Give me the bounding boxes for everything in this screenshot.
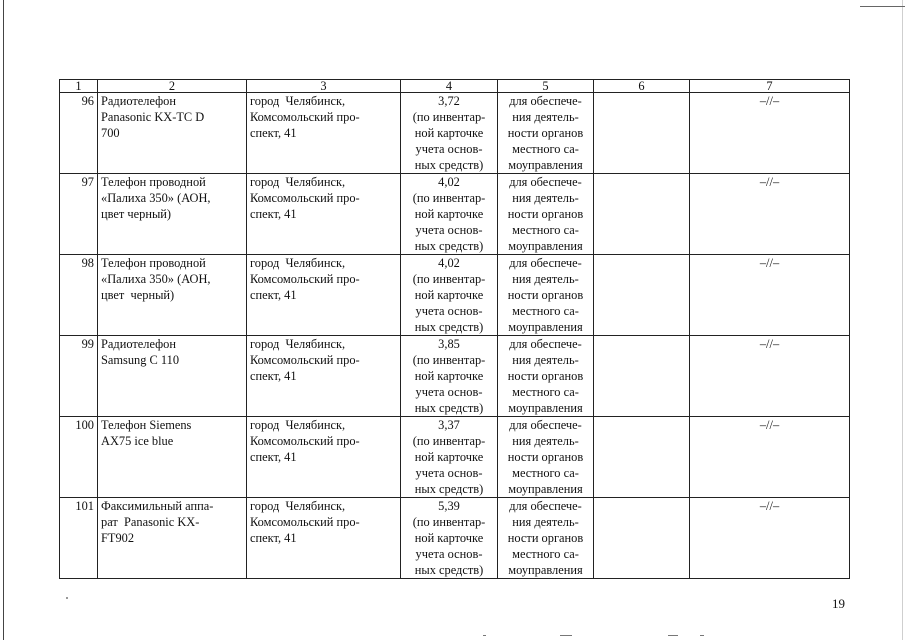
item-value-line: 5,39 [438, 499, 460, 513]
item-address [247, 498, 401, 579]
item-purpose-line: ния деятель- [512, 272, 579, 286]
item-number: 97 [60, 174, 98, 255]
item-address-line: Комсомольский про- [250, 353, 360, 367]
item-purpose [498, 336, 594, 417]
item-address-line: город Челябинск, [250, 175, 346, 189]
item-name-line: цвет черный) [101, 288, 175, 302]
item-purpose-line: моуправления [508, 482, 583, 496]
item-purpose-line: для обеспече- [509, 175, 582, 189]
item-col7: –//– [690, 93, 850, 174]
item-address-line: спект, 41 [250, 369, 297, 383]
item-number: 101 [60, 498, 98, 579]
inventory-table [59, 79, 850, 579]
item-name-line: Факсимильный аппа- [101, 499, 214, 513]
item-value-line: (по инвентар- [412, 110, 486, 124]
item-col7: –//– [690, 336, 850, 417]
item-address-line: город Челябинск, [250, 418, 346, 432]
column-number: 1 [60, 80, 98, 93]
item-address-line: город Челябинск, [250, 94, 346, 108]
column-number: 2 [98, 80, 247, 93]
item-address-line: город Челябинск, [250, 256, 346, 270]
item-value-line: ных средств) [414, 158, 484, 172]
item-name [98, 417, 247, 498]
item-name [98, 174, 247, 255]
item-value-line: ных средств) [414, 401, 484, 415]
item-number: 98 [60, 255, 98, 336]
item-col6 [594, 174, 690, 255]
item-col6 [594, 255, 690, 336]
item-address-line: спект, 41 [250, 207, 297, 221]
item-purpose-line: местного са- [512, 142, 579, 156]
item-name-line: «Палиха 350» (АОН, [101, 272, 211, 286]
item-address [247, 255, 401, 336]
item-value-line: ных средств) [414, 563, 484, 577]
item-value-line: ной карточке [414, 531, 484, 545]
item-address-line: Комсомольский про- [250, 191, 360, 205]
item-address-line: Комсомольский про- [250, 272, 360, 286]
item-address-line: спект, 41 [250, 126, 297, 140]
item-name [98, 255, 247, 336]
item-purpose [498, 174, 594, 255]
item-value [401, 255, 498, 336]
item-purpose-line: для обеспече- [509, 499, 582, 513]
item-address-line: город Челябинск, [250, 499, 346, 513]
item-purpose-line: местного са- [512, 223, 579, 237]
item-value [401, 417, 498, 498]
item-name-line: Samsung C 110 [101, 353, 180, 367]
item-purpose-line: для обеспече- [509, 337, 582, 351]
table-row [60, 174, 850, 255]
column-number-row [60, 80, 850, 93]
item-purpose-line: ния деятель- [512, 110, 579, 124]
item-address-line: спект, 41 [250, 288, 297, 302]
item-purpose-line: местного са- [512, 385, 579, 399]
item-value [401, 498, 498, 579]
item-name-line: 700 [101, 126, 120, 140]
item-purpose [498, 498, 594, 579]
item-purpose [498, 417, 594, 498]
scan-speck [66, 597, 68, 599]
item-value-line: ной карточке [414, 288, 484, 302]
item-purpose [498, 93, 594, 174]
item-address [247, 174, 401, 255]
item-purpose-line: для обеспече- [509, 256, 582, 270]
column-number: 3 [247, 80, 401, 93]
table-row [60, 336, 850, 417]
item-col7: –//– [690, 174, 850, 255]
item-name [98, 498, 247, 579]
item-name-line: «Палиха 350» (АОН, [101, 191, 211, 205]
item-col7: –//– [690, 417, 850, 498]
item-purpose [498, 255, 594, 336]
table-row [60, 255, 850, 336]
item-col6 [594, 336, 690, 417]
item-name-line: Телефон проводной [101, 175, 206, 189]
page-number: 19 [832, 596, 845, 611]
item-value-line: 4,02 [438, 256, 460, 270]
item-name-line: AX75 ice blue [101, 434, 174, 448]
item-col6 [594, 417, 690, 498]
item-address [247, 93, 401, 174]
item-col6 [594, 93, 690, 174]
item-address [247, 336, 401, 417]
item-value-line: ной карточке [414, 126, 484, 140]
item-value-line: ной карточке [414, 450, 484, 464]
item-value-line: (по инвентар- [412, 191, 486, 205]
item-name-line: цвет черный) [101, 207, 172, 221]
item-value [401, 93, 498, 174]
item-purpose-line: моуправления [508, 401, 583, 415]
item-value-line: учета основ- [415, 547, 483, 561]
item-purpose-line: моуправления [508, 320, 583, 334]
item-value-line: ной карточке [414, 369, 484, 383]
item-value-line: учета основ- [415, 466, 483, 480]
item-address-line: спект, 41 [250, 531, 297, 545]
scan-mark [560, 635, 572, 636]
column-number: 5 [498, 80, 594, 93]
table-row [60, 417, 850, 498]
item-purpose-line: ности органов [507, 207, 584, 221]
item-purpose-line: моуправления [508, 158, 583, 172]
scan-mark [483, 635, 486, 636]
column-number: 6 [594, 80, 690, 93]
item-value [401, 174, 498, 255]
item-purpose-line: ности органов [507, 288, 584, 302]
scan-mark [668, 635, 678, 636]
page-edge-top-right [860, 6, 905, 7]
item-value-line: ной карточке [414, 207, 484, 221]
scan-mark [700, 635, 704, 636]
item-value-line: 3,85 [438, 337, 460, 351]
item-purpose-line: моуправления [508, 563, 583, 577]
item-col7: –//– [690, 498, 850, 579]
item-value-line: ных средств) [414, 320, 484, 334]
item-value-line: учета основ- [415, 142, 483, 156]
item-name [98, 93, 247, 174]
item-value-line: 3,37 [438, 418, 460, 432]
item-col6 [594, 498, 690, 579]
item-value-line: (по инвентар- [412, 515, 486, 529]
item-purpose-line: моуправления [508, 239, 583, 253]
item-value-line: учета основ- [415, 385, 483, 399]
item-purpose-line: ности органов [507, 369, 584, 383]
item-col7: –//– [690, 255, 850, 336]
item-name-line: рат Panasonic KX- [101, 515, 200, 529]
page-edge-left [3, 0, 4, 640]
item-value-line: 4,02 [438, 175, 460, 189]
item-value-line: учета основ- [415, 223, 483, 237]
item-name-line: Panasonic KX-TC D [101, 110, 205, 124]
table-row [60, 93, 850, 174]
item-value [401, 336, 498, 417]
item-name-line: Телефон проводной [101, 256, 206, 270]
item-purpose-line: для обеспече- [509, 418, 582, 432]
item-name [98, 336, 247, 417]
item-address-line: Комсомольский про- [250, 110, 360, 124]
item-purpose-line: ния деятель- [512, 191, 579, 205]
column-number: 7 [690, 80, 850, 93]
item-number: 99 [60, 336, 98, 417]
item-value-line: ных средств) [414, 482, 484, 496]
item-name-line: Радиотелефон [101, 337, 176, 351]
item-value-line: 3,72 [438, 94, 460, 108]
item-purpose-line: ности органов [507, 531, 584, 545]
item-address-line: Комсомольский про- [250, 515, 360, 529]
item-name-line: Телефон Siemens [101, 418, 192, 432]
item-purpose-line: ния деятель- [512, 434, 579, 448]
item-address-line: спект, 41 [250, 450, 297, 464]
item-purpose-line: местного са- [512, 547, 579, 561]
item-purpose-line: для обеспече- [509, 94, 582, 108]
item-address-line: Комсомольский про- [250, 434, 360, 448]
table-row [60, 498, 850, 579]
item-number: 100 [60, 417, 98, 498]
item-purpose-line: ности органов [507, 450, 584, 464]
item-value-line: (по инвентар- [412, 434, 486, 448]
item-purpose-line: местного са- [512, 304, 579, 318]
column-number: 4 [401, 80, 498, 93]
item-value-line: ных средств) [414, 239, 484, 253]
item-name-line: Радиотелефон [101, 94, 176, 108]
item-address [247, 417, 401, 498]
item-number: 96 [60, 93, 98, 174]
item-value-line: учета основ- [415, 304, 483, 318]
item-name-line: FT902 [101, 531, 135, 545]
item-value-line: (по инвентар- [412, 353, 486, 367]
item-purpose-line: ния деятель- [512, 353, 579, 367]
item-value-line: (по инвентар- [412, 272, 486, 286]
item-purpose-line: ности органов [507, 126, 584, 140]
table-body [60, 80, 850, 579]
item-address-line: город Челябинск, [250, 337, 346, 351]
page-edge-right [902, 0, 903, 640]
item-purpose-line: ния деятель- [512, 515, 579, 529]
item-purpose-line: местного са- [512, 466, 579, 480]
